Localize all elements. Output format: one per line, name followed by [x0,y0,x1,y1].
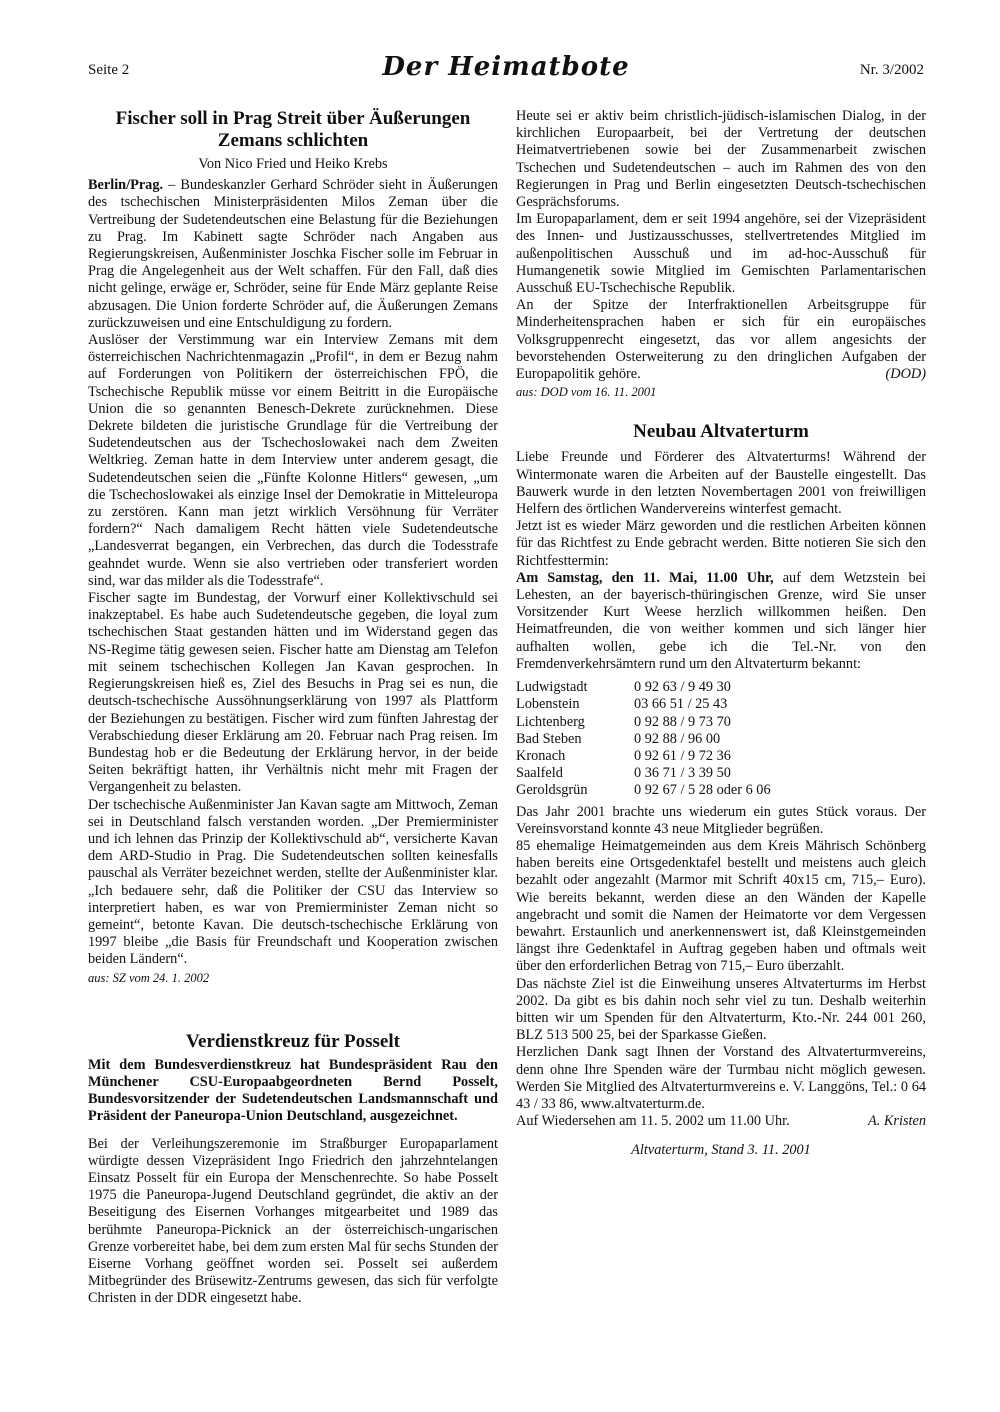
article-paragraph: An der Spitze der Interfraktionellen Arbeitsgruppe für Minderheitensprachen haben er sich für ein europäisches Volksgruppenrecht eingesetzt, das vor allem angesichts der bevorstehenden Osterweiterung zu den dringlichen Aufgaben der Europapolitik gehöre. (DOD) [516,297,926,383]
page-header [88,52,924,86]
article-paragraph: Der tschechische Außenminister Jan Kavan sagte am Mittwoch, Zeman sei in Deutschland falsch verstanden worden. „Der Premierminister und ich lehnen das Prinzip der Kollektivschuld ab“, versicherte Kavan dem ARD-Studio in Prag. Die Sudetendeutschen sollten keinesfalls pauschal als Verräter bezeichnet werden, stellte der Außenminister klar. „Ich bedauere sehr, daß die Politiker der CSU das Interview so interpretiert haben, es war von Premierminister Zeman nicht so gemeint“, betonte Kavan. Die deutsch-tschechische Erklärung von 1997 bleibe „die Basis für Freundschaft und Kooperation zwischen beiden Ländern“. [88,796,498,968]
article-altvaterturm [516,421,926,1159]
article-posselt-continued [516,108,926,401]
phone-row: Lichtenberg 0 92 88 / 9 73 70 [516,713,731,730]
article-paragraph: Im Europaparlament, dem er seit 1994 angehöre, sei der Vizepräsident des Innen- und Justizausschusses, stellvertretendes Mitglied im außenpolitischen Ausschuß und im ad-hoc-Ausschuß für Humangenetik sowie Mitglied im Gemischten Parlamentarischen Ausschuß EU-Tschechische Republik. [516,211,926,297]
event-date: Am Samstag, den 11. Mai, 11.00 Uhr, [516,569,774,586]
phone-list [516,679,771,799]
phone-row: Lobenstein 03 66 51 / 25 43 [516,696,728,713]
left-column [88,108,498,1308]
article-paragraph: 85 ehemalige Heimatgemeinden aus dem Kreis Mährisch Schönberg haben bereits eine Ortsgedenktafel bestellt und meistens auch gleich bezahlt oder angezahlt (Marmor mit Schrift 40x15 cm, 715,– Euro). Wie bereits bekannt, werden diese an den Wänden der Kapelle angebracht und somit die Namen der Heimatorte vor dem Vergessen bewahrt. Erstaunlich und anerkennenswert ist, daß Kleinstgemeinden längst ihre Gedenktafel in Auftrag gegeben haben und oftmals weit über den erforderlichen Betrag von 715,– Euro überzahlt. [516,837,926,975]
signature: A. Kristen [868,1113,926,1130]
article-title: Fischer soll in Prag Streit über Äußerungen Zemans schlichten [115,108,471,151]
article-title: Verdienstkreuz für Posselt [186,1030,400,1052]
article-paragraph: Auf Wiedersehen am 11. 5. 2002 um 11.00 Uhr. A. Kristen [516,1113,926,1130]
article-paragraph: Heute sei er aktiv beim christlich-jüdisch-islamischen Dialog, in der kirchlichen Europaarbeit, bei der Vertretung der deutschen Heimatvertriebenen sowie bei der Zusammenarbeit zwischen Tschechen und Sudetendeutschen – auch im Rahmen des von den Regierungen in Prag und Berlin eingesetzten Deutsch-tschechischen Gesprächsforums. [516,108,926,211]
article-posselt [88,1031,498,1308]
article-paragraph: Fischer sagte im Bundestag, der Vorwurf einer Kollektivschuld sei inakzeptabel. Es habe auch Sudetendeutsche gegeben, die loyal zum tschechischen Staat gestanden hätten und im Widerstand gegen das NS-Regime tätig gewesen seien. Fischer hatte am Dienstag am Telefon mit seinem tschechischen Kollegen Jan Kavan gesprochen. In Regierungskreisen hieß es, Ziel des Besuchs in Prag sei es nun, die deutsch-tschechische Aussöhnungserklärung von 1997 als Plattform der Beziehungen zu bestätigen. Fischer wird zum fünften Jahrestag der Verabschiedung dieser Erklärung am 20. Februar nach Prag reisen. Im Bundestag hob er die Bedeutung der Erklärung hervor, in der beide Seiten bekräftigt hatten, ihr Verhältnis nicht mehr mit Fragen der Vergangenheit zu belasten. [88,590,498,796]
article-fischer [88,108,498,987]
article-paragraph: Das Jahr 2001 brachte uns wiederum ein gutes Stück voraus. Der Vereinsvorstand konnte 43 neue Mitglieder begrüßen. [516,803,926,837]
phone-row: Saalfeld 0 36 71 / 3 39 50 [516,765,731,782]
article-paragraph: Das nächste Ziel ist die Einweihung unseres Altvaterturms im Herbst 2002. Da gibt es bis dahin noch sehr viel zu tun. Deshalb weiterhin bitten wir um Spenden für den Altvaterturm, Kto.-Nr. 244 001 260, BLZ 513 500 25, bei der Sparkasse Gießen. [516,975,926,1044]
article-byline: Von Nico Fried und Heiko Krebs [198,156,388,172]
article-paragraph: Liebe Freunde und Förderer des Altvaterturms! Während der Wintermonate waren die Arbeiten auf der Baustelle eingestellt. Das Bauwerk wurde in den letzten Novembertagen 2001 von freiwilligen Helfern des örtlichen Wandervereins winterfest gemacht. [516,449,926,518]
phone-row: Geroldsgrün 0 92 67 / 5 28 oder 6 06 [516,782,771,799]
article-paragraph: Bei der Verleihungszeremonie im Straßburger Europaparlament würdigte dessen Vizepräsident Ingo Friedrich den jahrzehntelangen Einsatz Posselt für ein Europa der Menschenrechte. So habe Posselt 1975 die Paneuropa-Jugend Deutschland gegründet, die aktiv an der Beseitigung des Eisernen Vorhanges mitgearbeitet und 1989 das berühmte Paneuropa-Picknick an der österreichisch-ungarischen Grenze vorbereitet habe, bei dem zum ersten Mal für sechs Stunden der Eiserne Vorhang geöffnet worden sei. Posselt sei außerdem Mitbegründer des Brüsewitz-Zentrums gewesen, das sich für verfolgte Christen in der DDR eingesetzt habe. [88,1135,498,1307]
issue-number: Nr. 3/2002 [859,62,924,78]
article-source: aus: DOD vom 16. 11. 2001 [516,385,657,400]
phone-row: Ludwigstadt 0 92 63 / 9 49 30 [516,679,731,696]
article-source: aus: SZ vom 24. 1. 2002 [88,970,210,985]
article-paragraph: Jetzt ist es wieder März geworden und die restlichen Arbeiten können für das Richtfest zu Ende gebracht werden. Bitte notieren Sie sich den Richtfesttermin: [516,518,926,569]
article-paragraph: Herzlichen Dank sagt Ihnen der Vorstand des Altvaterturmvereins, denn ohne Ihre Spenden wäre der Turmbau nicht möglich gewesen. Werden Sie Mitglied des Altvaterturmvereins e. V. Langgöns, Tel.: 0 64 43 / 33 86, www.altvaterturm.de. [516,1044,926,1112]
masthead-logo: Der Heimatbote [382,52,630,82]
article-paragraph: Am Samstag, den 11. Mai, 11.00 Uhr, auf dem Wetzstein bei Lehesten, an der bayerisch-thüringischen Grenze, wird Sie unser Vorsitzender Kurt Weese herzlich willkommen heißen. Den Heimatfreunden, die von weither kommen und sich länger hier aufhalten wollen, gebe ich die Tel.-Nr. von den Fremdenverkehrsämtern rund um den Altvaterturm bekannt: [516,569,927,672]
right-column [516,108,926,1160]
phone-row: Bad Steben 0 92 88 / 96 00 [516,730,721,747]
article-intro: Mit dem Bundesverdienstkreuz hat Bundespräsident Rau den Münchener CSU-Europaabgeordneten Bernd Posselt, Bundesvorsitzender der Sudetendeutschen Landsmannschaft und Präsident der Paneuropa-Union Deutschland, ausgezeichnet. [88,1056,498,1125]
agency-tag: (DOD) [885,366,926,383]
article-paragraph: Auslöser der Verstimmung war ein Interview Zemans mit dem österreichischen Nachrichtenmagazin „Profil“, in dem er Bezug nahm auf Forderungen von Politikern der österreichischen FPÖ, die Tschechische Republik müsse vor einem Beitritt in die Europäische Union die so genannten Benesch-Dekrete zurücknehmen. Diese Dekrete bildeten die juristische Grundlage für die Vertreibung der Sudetendeutschen aus der Tschechoslowakei nach dem Zweiten Weltkrieg. Zeman hatte in dem Interview unter anderem gesagt, die Sudetendeutschen seien die „Fünfte Kolonne Hitlers“ gewesen, „um die Tschechoslowakei als einzige Insel der Demokratie in Mitteleuropa zu zerstören. Kann man jetzt wirklich Versöhnung für Verräter fordern?“ Nach damaligem Recht hätten viele Sudetendeutsche „Landesverrat begangen, ein Verbrechen, das durch die Todesstrafe geahndet wurde. Wenn sie also vertrieben oder transferiert worden sind, war das milder als die Todesstrafe“. [88,332,498,589]
page-number: Seite 2 [88,62,130,78]
article-source: Altvaterturm, Stand 3. 11. 2001 [631,1142,811,1159]
dateline: Berlin/Prag. [88,177,164,194]
article-paragraph: Berlin/Prag. – Bundeskanzler Gerhard Schröder sieht in Äußerungen des tschechischen Ministerpräsidenten Milos Zeman über die Vertreibung der Sudetendeutschen eine Belastung für die Beziehungen zu Prag. Im Kabinett sagte Schröder nach Angaben aus Regierungskreisen, Außenminister Joschka Fischer solle im Februar in Prag die Angelegenheit aus der Welt schaffen. Für den Fall, daß dies nicht gelinge, erwäge er, Schröder, seine für Ende März geplante Reise abzusagen. Die Union forderte Schröder auf, die Äußerungen Zemans zurückzuweisen und eine Entschuldigung zu fordern. [88,177,498,331]
article-title: Neubau Altvaterturm [633,421,809,443]
phone-row: Kronach 0 92 61 / 9 72 36 [516,747,731,764]
